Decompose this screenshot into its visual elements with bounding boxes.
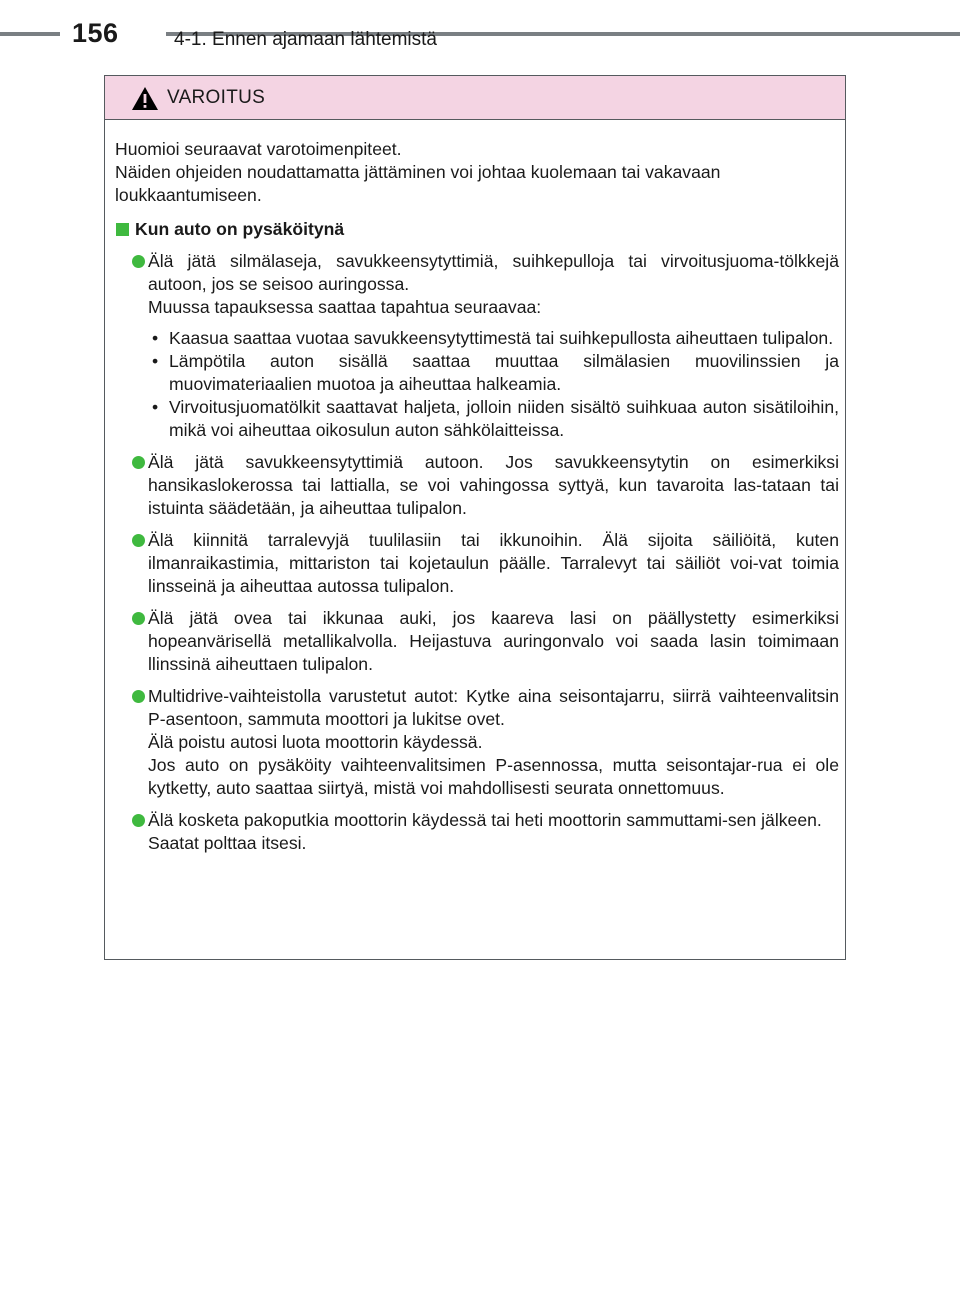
item-text: Älä jätä ovea tai ikkunaa auki, jos kaareva lasi on päällystetty esimerkiksi hopeanvärisellä metallikalvolla. Heijastuva auringonvalo voi saada lasin toimimaan llinssinä aiheuttaen tulipalon.: [148, 608, 839, 674]
item-text: Älä kiinnitä tarralevyjä tuulilasiin tai ikkunoihin. Älä sijoita säiliöitä, kuten ilmanraikastimia, mittariston tai kojetaulun päälle. Tarralevyt tai säiliöt voi-vat toimia linsseinä ja aiheuttaa autossa tulipalon.: [148, 530, 839, 596]
page-header: [0, 0, 960, 50]
small-dot-icon: •: [152, 397, 159, 417]
intro-line: Huomioi seuraavat varotoimenpiteet.: [115, 139, 402, 159]
item-text: Muussa tapauksessa saattaa tapahtua seuraavaa:: [148, 297, 542, 317]
section-title: 4-1. Ennen ajamaan lähtemistä: [174, 29, 437, 50]
square-bullet-icon: [116, 223, 129, 236]
item-text: Multidrive-vaihteistolla varustetut autot: Kytke aina seisontajarru, siirrä vaihteenvalitsin P-asentoon, sammuta moottori ja lukitse ovet.: [148, 686, 839, 729]
warning-item: [115, 809, 839, 855]
circle-bullet-icon: [132, 690, 145, 703]
sub-list-text: Lämpötila auton sisällä saattaa muuttaa silmälasien muovilinssien ja muovimateriaalien muotoa ja aiheuttaa halkeamia.: [169, 351, 839, 394]
warning-header: [105, 76, 845, 120]
item-text: Älä poistu autosi luota moottorin käydessä.: [148, 732, 483, 752]
warning-intro: [115, 138, 839, 207]
item-text: Jos auto on pysäköity vaihteenvalitsimen P-asennossa, mutta seisontajar-rua ei ole kytketty, auto saattaa siirtyä, mistä voi mahdollisesti seurata onnettomuus.: [148, 755, 839, 798]
small-dot-icon: •: [152, 328, 159, 348]
item-text: Älä jätä savukkeensytyttimiä autoon. Jos savukkeensytytin on esimerkiksi hansikaslokerossa tai lattialla, se voi vahingossa syttyä, kun tavaroita las-tataan tai istuinta säädetään, ja aiheuttaa tulipalon.: [148, 452, 839, 518]
warning-item: [115, 685, 839, 800]
warning-item: [115, 451, 839, 520]
warning-triangle-icon: [131, 86, 159, 111]
page-number: 156: [72, 18, 119, 48]
warning-item: [115, 250, 839, 442]
circle-bullet-icon: [132, 255, 145, 268]
warning-item: [115, 529, 839, 598]
circle-bullet-icon: [132, 612, 145, 625]
warning-box: [104, 75, 846, 960]
sub-list: [148, 327, 839, 442]
sub-heading-text: Kun auto on pysäköitynä: [135, 219, 345, 239]
circle-bullet-icon: [132, 534, 145, 547]
sub-heading: [115, 218, 839, 241]
item-text: Älä jätä silmälaseja, savukkeensytyttimiä, suihkepulloja tai virvoitusjuoma-tölkkejä autoon, jos se seisoo auringossa.: [148, 251, 839, 294]
circle-bullet-icon: [132, 456, 145, 469]
sub-list-text: Kaasua saattaa vuotaa savukkeensytyttimestä tai suihkepullosta aiheuttaen tulipalon.: [169, 328, 834, 348]
item-text: Saatat polttaa itsesi.: [148, 833, 307, 853]
circle-bullet-icon: [132, 814, 145, 827]
sub-list-item: [148, 396, 839, 442]
sub-list-item: [148, 327, 839, 350]
warning-label: VAROITUS: [167, 87, 266, 108]
item-text: Älä kosketa pakoputkia moottorin käydessä tai heti moottorin sammuttami-sen jälkeen.: [148, 810, 822, 830]
intro-line: Näiden ohjeiden noudattamatta jättäminen voi johtaa kuolemaan tai vakavaan loukkaantumiseen.: [115, 162, 721, 205]
small-dot-icon: •: [152, 351, 159, 371]
sub-list-item: [148, 350, 839, 396]
warning-item: [115, 607, 839, 676]
warning-body: [115, 138, 839, 855]
sub-list-text: Virvoitusjuomatölkit saattavat haljeta, jolloin niiden sisältö suihkuaa auton sisätiloihin, mikä voi aiheuttaa oikosulun auton sähkölaitteissa.: [169, 397, 839, 440]
